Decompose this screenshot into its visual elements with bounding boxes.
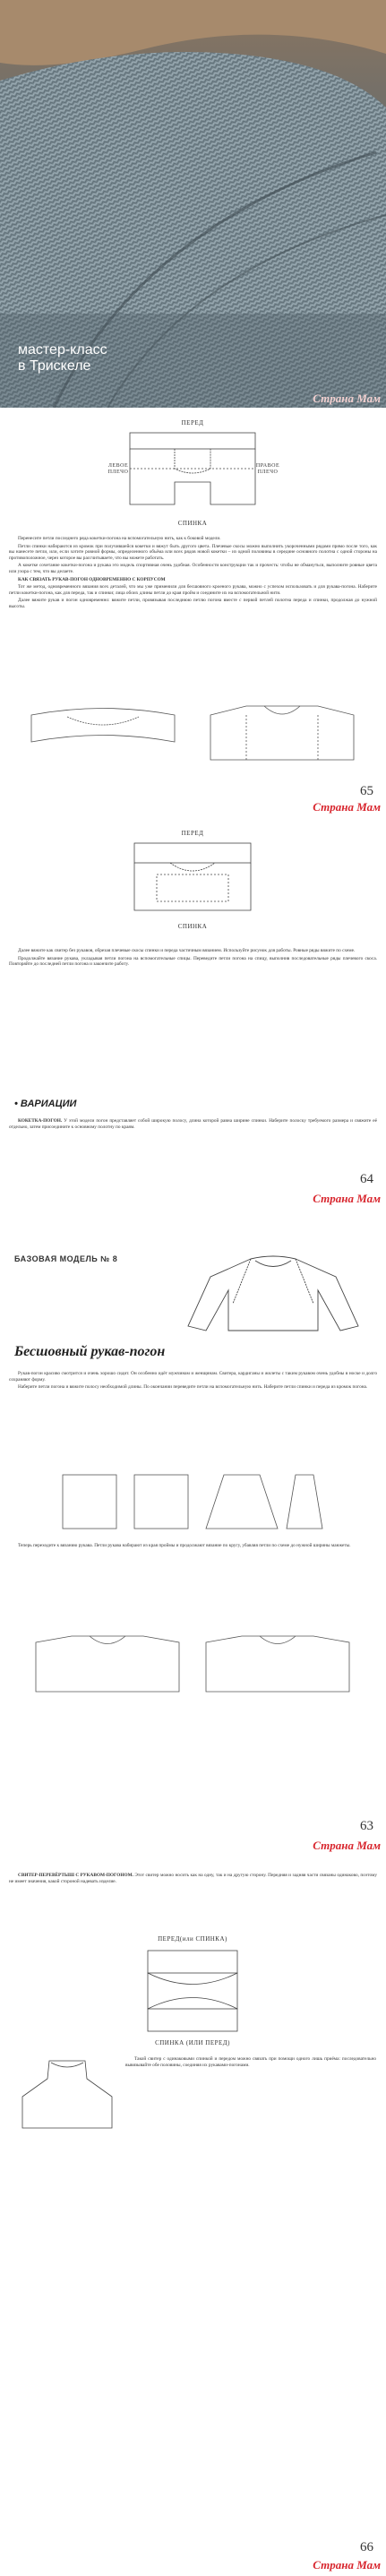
watermark: Страна Мам: [313, 800, 381, 814]
sweater-sketches-2: [18, 1629, 367, 1701]
diagram3: [134, 1946, 251, 2036]
paragraph: Перенесите петли последнего ряда кокетки-погона на вспомогательную нить, как к боковой модели.: [18, 536, 221, 541]
diagram3-top-label: ПЕРЕД(или СПИНКА): [158, 1935, 227, 1943]
paragraph-text: У этой модели погон представляет собой широкую полосу, длина которой равна ширине спинки. Наберите полоску требуемого размера и свяжите её отдельно, затем присоедините к основному полотну по краям.: [9, 1118, 377, 1130]
subheading: КАК СВЯЗАТЬ РУКАВ-ПОГОН ОДНОВРЕМЕННО С КОРПУСОМ: [18, 576, 166, 582]
diagram2-top-label: ПЕРЕД: [181, 830, 204, 837]
paragraph-text: Этот свитер можно носить как на одну, так и на другую сторону. Передняя и задняя части связаны одинаково, поэтому не имеет значения, какой стороной надевать изделие.: [9, 1873, 378, 1884]
diagram1-top-label: ПЕРЕД: [181, 419, 204, 426]
paragraph: А кокетке сочетание кокетки-погона и рукава это модель спортивная очень удобная. Особенности конструкции так и прочесть: чтобы не обмануться, выполните ровные цвета или узора с тем, что вы делаете.: [9, 563, 377, 574]
paragraph: Рукав-погон красиво смотрится и очень хорошо сидит. Он особенно идёт мужчинам и женщинам. Свитера, кардиганы и жилеты с таким рукавом очень удобны в носке и долго сохраняют форму.: [9, 1371, 377, 1383]
watermark: Страна Мам: [313, 2558, 381, 2572]
paragraph: Далее вяжите как свитер без рукавов, обрезая плечевые скосы спинки и переда частичным вязанием. Используйте рисунок для работы. Ровные ряды вяжите по схеме.: [18, 948, 356, 953]
diagram1-left-label: ЛЕВОЕ ПЛЕЧО: [107, 463, 129, 475]
paragraph: Наберите петли погона и вяжите полосу необходимой длины. По окончании переведите петли на вспомогательную нить. Наберите петли спинки и переда из кромок погона.: [18, 1384, 368, 1391]
model-heading: БАЗОВАЯ МОДЕЛЬ № 8: [14, 1254, 118, 1263]
page-number-66: 66: [360, 2540, 373, 2554]
paragraph: [9, 577, 377, 583]
text-block-1: [9, 536, 377, 684]
sweater-illustration: [179, 1250, 367, 1335]
paragraph: Теперь переходите к вязанию рукава. Петли рукава набирают из края проймы и продолжают вязание по кругу, убавляя петли по схеме до нужной ширины манжеты.: [18, 1543, 351, 1548]
text-block-7: [125, 2056, 376, 2146]
page-number-63: 63: [360, 1819, 373, 1833]
paragraph: [9, 1873, 377, 1884]
variations-title: ВАРИАЦИИ: [20, 1098, 77, 1109]
sweater-sketches-1: [13, 697, 372, 778]
watermark: Страна Мам: [313, 392, 381, 405]
watermark: Страна Мам: [313, 1192, 381, 1205]
diagram2: [121, 839, 264, 919]
hero-caption-line1: мастер-класс: [18, 342, 107, 358]
text-block-3: [9, 1118, 377, 1163]
paragraph: Продолжайте вязание рукава, укладывая петли погона на вспомогательные спицы. Переведите петли погона на спицу, выполнив последовательные ряды плечевого скоса. Повторяйте до последней петли погона и закончите работу.: [9, 955, 377, 968]
text-block-4: [9, 1371, 377, 1460]
text-block-5: [9, 1543, 377, 1624]
paragraph: Такой свитер с одинаковыми спинкой и передом можно связать при помощи одного лишь приёма: последовательно вывязывайте обе половины, соединяя их рукавами-погонами.: [125, 2056, 376, 2068]
hero-caption: [18, 342, 107, 375]
subheading: КОКЕТКА-ПОГОН.: [18, 1118, 63, 1124]
page-number-65: 65: [360, 784, 373, 798]
paragraph: Далее вяжите рукав и погон одновременно: вяжите петли, провязывая последнюю петлю погона вместе с первой петлей полотна переда и спинки, продолжая до нужной высоты.: [9, 598, 377, 609]
pattern-pieces: [54, 1466, 331, 1538]
diagram1-right-label: ПРАВОЕ ПЛЕЧО: [255, 463, 280, 475]
diagram2-bottom-label: СПИНКА: [177, 923, 208, 930]
diagram3-bottom-label: СПИНКА (ИЛИ ПЕРЕД): [155, 2039, 230, 2046]
bullet-icon: •: [14, 1098, 18, 1109]
page-number-64: 64: [360, 1172, 373, 1186]
text-block-2: [9, 948, 377, 1091]
variations-heading: [14, 1098, 76, 1109]
text-block-6: [9, 1873, 377, 1926]
diagram1-bottom-label: СПИНКА: [177, 520, 208, 527]
paragraph: Петли спинки набираются из кромок при получившейся кокетки и вяжут быть другого цвета. Плечевые скосы можно выполнить укороченными рядами прямо после того, как вы нанесете петли, или, если хотите ровной формы, определенного объёма или всех рядов новой кокетки – из одной половины в середине основного полотна с одной стороны на противоположное, через которое вы рассчитываете, что вы можете работать.: [9, 543, 377, 561]
hero-caption-line2: в Трискеле: [18, 358, 91, 374]
paragraph: [9, 1118, 377, 1130]
neck-sketch: [13, 2052, 121, 2132]
subheading: СВИТЕР-ПЕРЕВЁРТЫШ С РУКАВОМ-ПОГОНОМ.: [18, 1873, 133, 1878]
paragraph: Тот же метод, одновременного вязания всех деталей, что мы уже применили для бесшовного кроеного рукава, можно с успехом использовать и для рукава-погона. Наберите петли кокетки-погона, как для переда, так и спинки; лица обоих длины петли до края пройм и соедините их на вспомогательной нити.: [9, 584, 377, 596]
model-title: Бесшовный рукав-погон: [14, 1344, 166, 1359]
watermark: Страна Мам: [313, 1839, 381, 1852]
